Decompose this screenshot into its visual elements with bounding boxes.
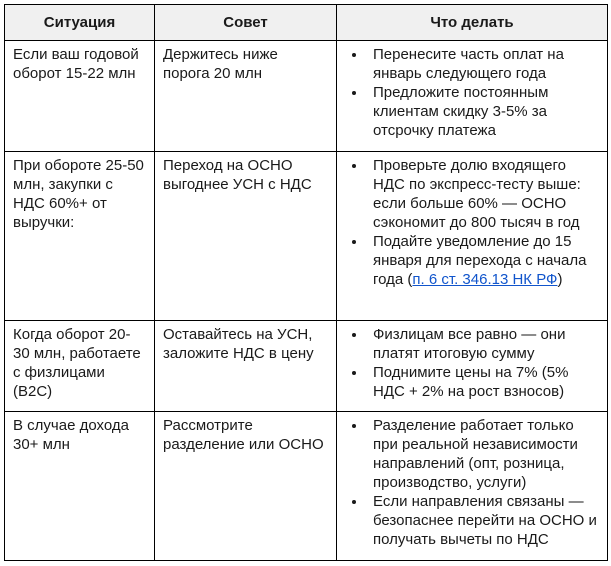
table-row bbox=[5, 41, 608, 152]
action-item: • Разделение работает только при реальной независимости направлений (опт, розница, производство, услуги) bbox=[367, 416, 599, 492]
advice-table bbox=[4, 4, 608, 561]
situation-cell: Если ваш годовой оборот 15-22 млн bbox=[5, 41, 155, 152]
action-text: Подайте уведомление до 15 января для перехода с начала года ( bbox=[373, 233, 587, 288]
actions-cell bbox=[337, 41, 608, 152]
law-reference-link[interactable]: п. 6 ст. 346.13 НК РФ bbox=[412, 271, 558, 288]
table-row bbox=[5, 321, 608, 412]
action-text-suffix: ) bbox=[557, 271, 563, 288]
header-situation: Ситуация bbox=[5, 5, 155, 41]
situation-cell: При обороте 25-50 млн, закупки с НДС 60%+ от выручки: bbox=[5, 152, 155, 321]
action-item: • Если направления связаны — безопаснее перейти на ОСНО и получать вычеты по НДС bbox=[367, 492, 599, 549]
actions-cell bbox=[337, 412, 608, 561]
advice-cell: Держитесь ниже порога 20 млн bbox=[155, 41, 337, 152]
header-actions: Что делать bbox=[337, 5, 608, 41]
situation-cell: Когда оборот 20-30 млн, работаете с физлицами (B2C) bbox=[5, 321, 155, 412]
header-advice: Совет bbox=[155, 5, 337, 41]
action-item: • Перенесите часть оплат на январь следующего года bbox=[367, 45, 599, 83]
action-item: • Предложите постоянным клиентам скидку 3-5% за отсрочку платежа bbox=[367, 83, 599, 140]
header-row bbox=[5, 5, 608, 41]
action-item: • Физлицам все равно — они платят итоговую сумму bbox=[367, 325, 599, 363]
actions-cell bbox=[337, 321, 608, 412]
advice-cell: Оставайтесь на УСН, заложите НДС в цену bbox=[155, 321, 337, 412]
action-item bbox=[367, 232, 599, 289]
situation-cell: В случае дохода 30+ млн bbox=[5, 412, 155, 561]
advice-cell: Переход на ОСНО выгоднее УСН с НДС bbox=[155, 152, 337, 321]
action-item: • Проверьте долю входящего НДС по экспресс-тесту выше: если больше 60% — ОСНО сэкономит до 800 тысяч в год bbox=[367, 156, 599, 232]
actions-cell bbox=[337, 152, 608, 321]
advice-cell: Рассмотрите разделение или ОСНО bbox=[155, 412, 337, 561]
table-row bbox=[5, 152, 608, 321]
action-item: • Поднимите цены на 7% (5% НДС + 2% на рост взносов) bbox=[367, 363, 599, 401]
table-row bbox=[5, 412, 608, 561]
